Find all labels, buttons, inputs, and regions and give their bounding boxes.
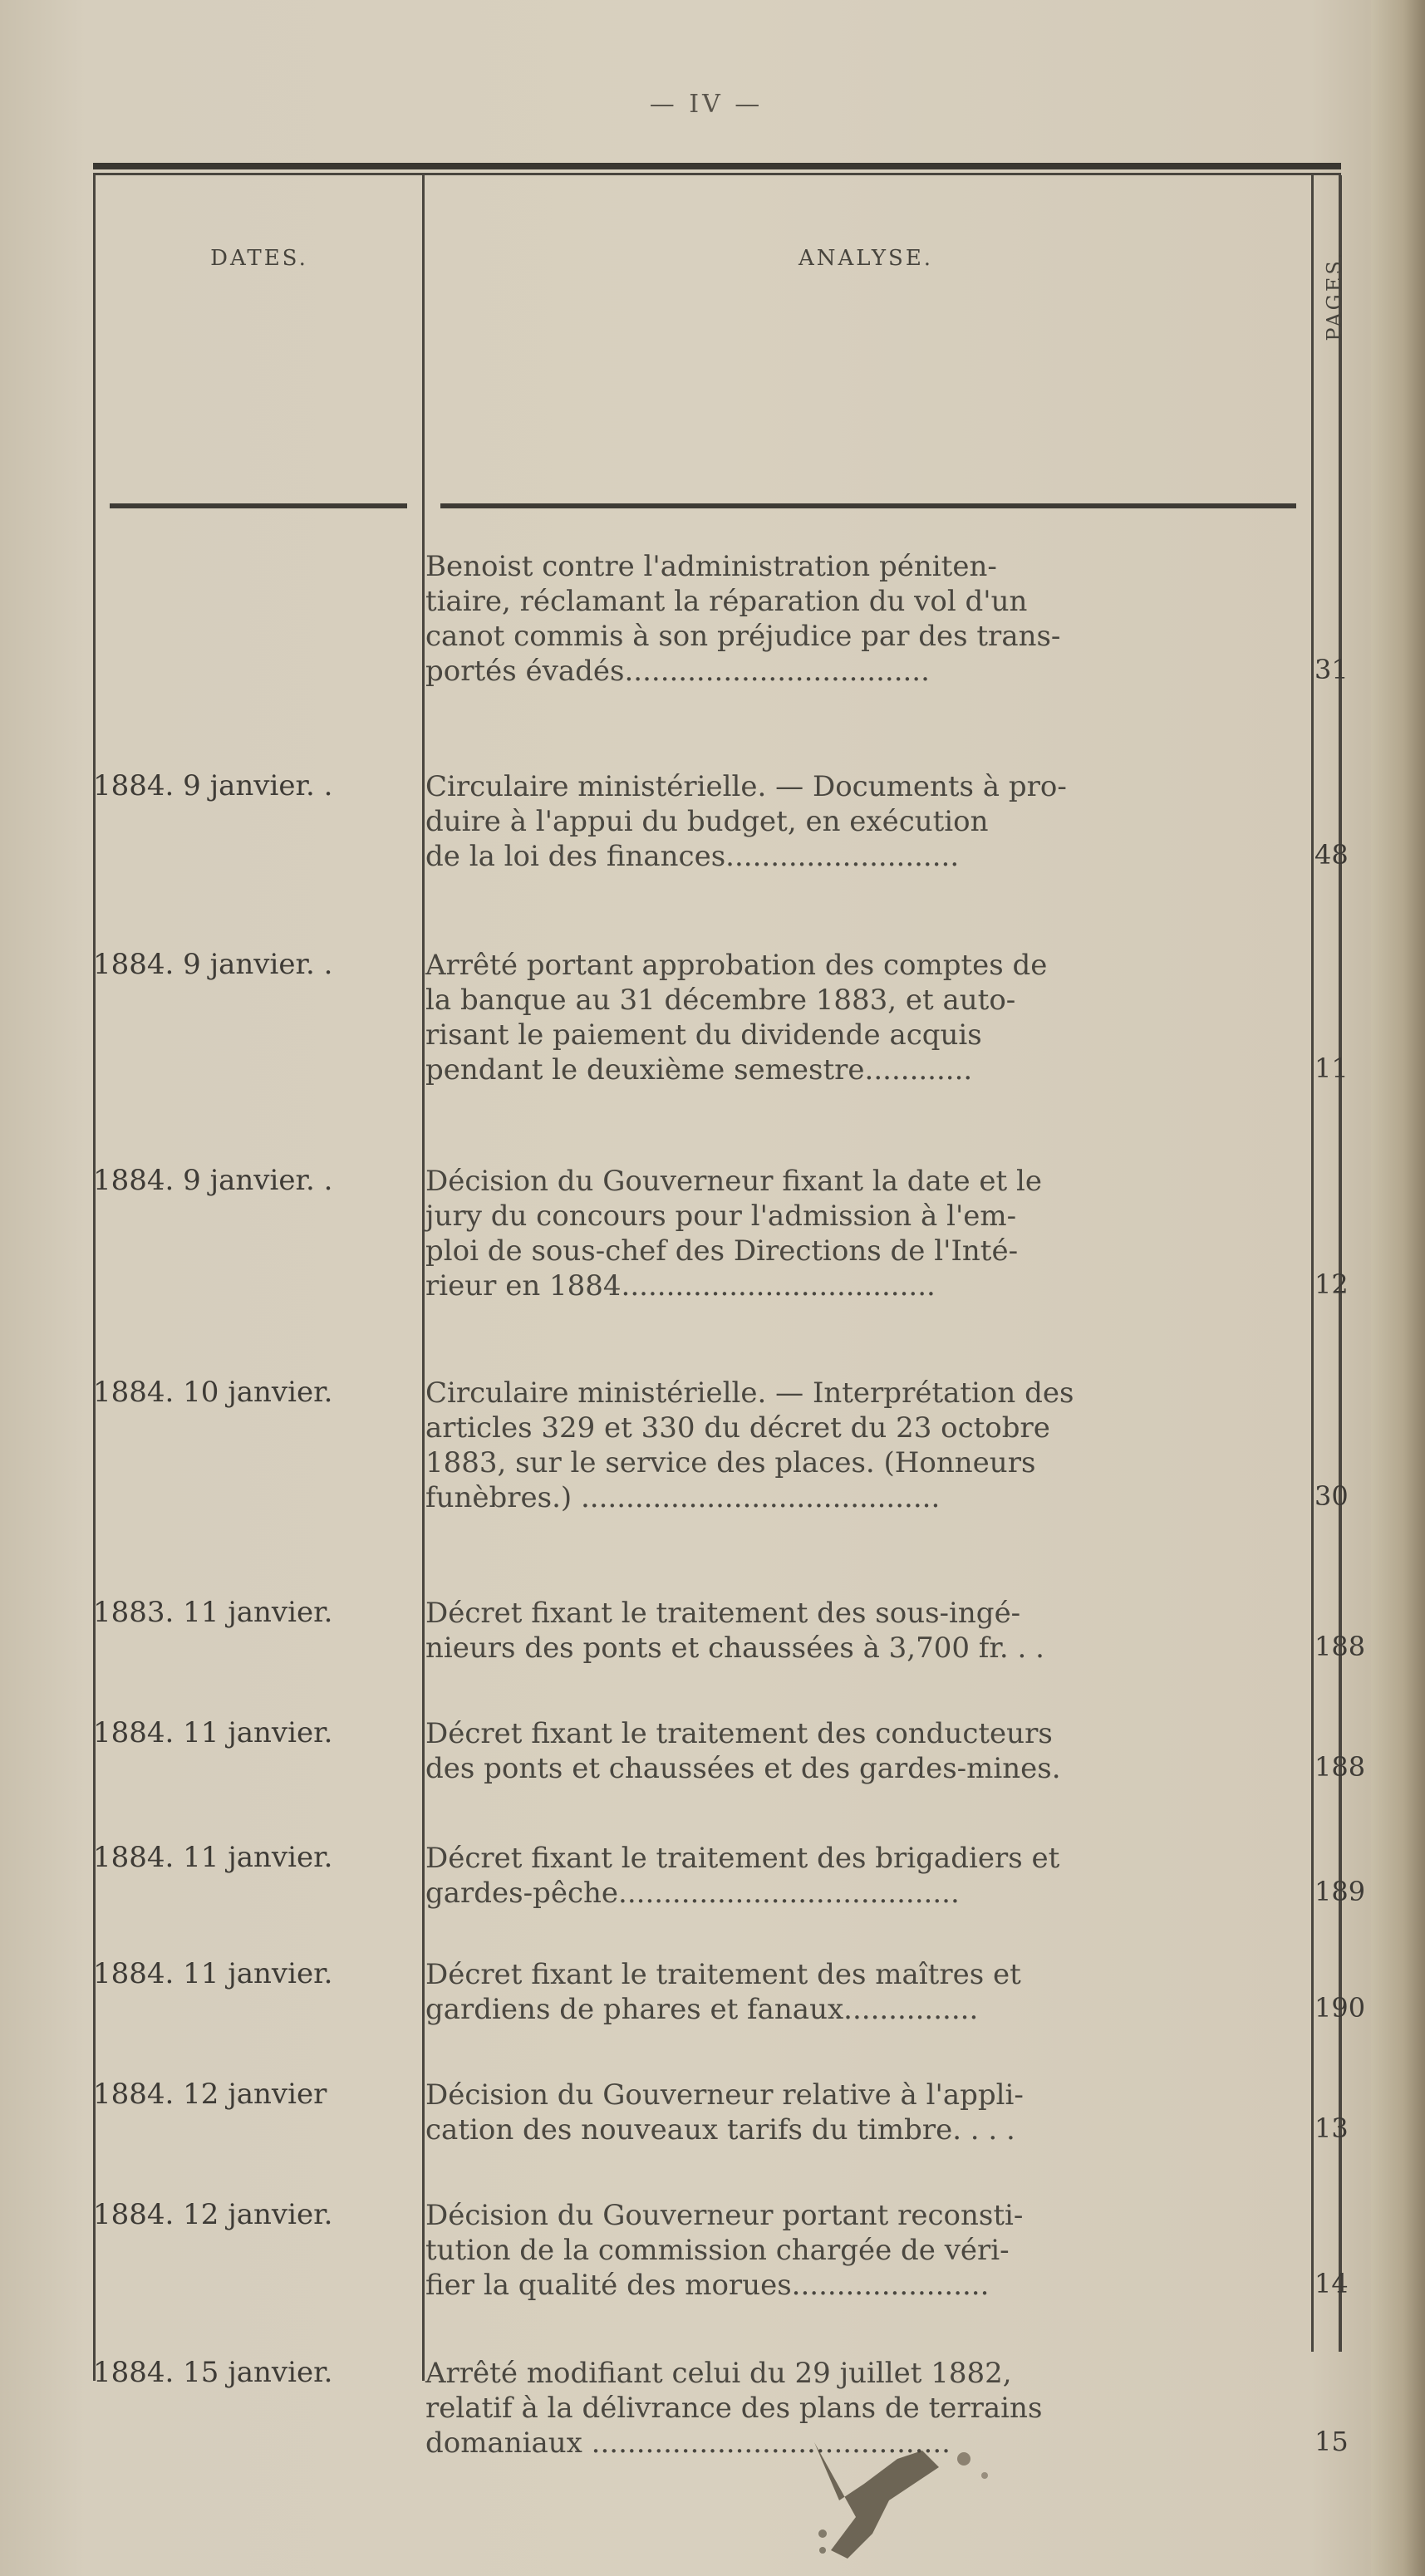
- analysis-line: risant le paiement du dividende acquis: [425, 1018, 982, 1052]
- entry-analysis: [425, 549, 1310, 689]
- entry-page-ref: 11: [1314, 1052, 1349, 1084]
- analysis-line: Circulaire ministérielle. — Documents à pro-: [425, 770, 1067, 803]
- entry-page-ref: 48: [1314, 839, 1349, 871]
- analysis-line: la banque au 31 décembre 1883, et auto-: [425, 984, 1016, 1017]
- top-rule: [93, 163, 1341, 169]
- header-rule-dates: [110, 503, 407, 508]
- entry-analysis: [425, 1841, 1310, 1911]
- page-number: — IV —: [649, 90, 764, 119]
- entry-date: 1884. 11 janvier.: [93, 1716, 333, 1749]
- analysis-line: gardes-pêche......................................: [425, 1877, 960, 1910]
- entry-analysis: [425, 2078, 1310, 2147]
- entry-date: 1884. 11 janvier.: [93, 1841, 333, 1874]
- entry-page-ref: 14: [1314, 2268, 1349, 2299]
- analysis-line: nieurs des ponts et chaussées à 3,700 fr. . .: [425, 1631, 1044, 1665]
- entry-analysis: [425, 1596, 1310, 1666]
- index-table: [93, 163, 1366, 2460]
- analysis-line: rieur en 1884...................................: [425, 1269, 936, 1303]
- column-divider-dates: [422, 175, 425, 2381]
- analysis-line: Décision du Gouverneur fixant la date et le: [425, 1165, 1043, 1198]
- analysis-line: Arrêté portant approbation des comptes de: [425, 949, 1048, 982]
- right-border: [1339, 175, 1342, 2352]
- analysis-line: ploi de sous-chef des Directions de l'Inté-: [425, 1234, 1019, 1268]
- analysis-line: Décret fixant le traitement des maîtres et: [425, 1958, 1021, 1991]
- analysis-line: des ponts et chaussées et des gardes-mines.: [425, 1752, 1061, 1785]
- entry-page-ref: 188: [1314, 1751, 1366, 1783]
- entry-date: 1883. 11 janvier.: [93, 1596, 333, 1629]
- entry-analysis: [425, 1716, 1310, 1786]
- analysis-line: Circulaire ministérielle. — Interprétation des: [425, 1376, 1074, 1410]
- analysis-line: cation des nouveaux tarifs du timbre. . . .: [425, 2113, 1015, 2147]
- entry-date: 1884. 12 janvier: [93, 2078, 327, 2111]
- entry-page-ref: 190: [1314, 1992, 1366, 2024]
- analysis-line: Décret fixant le traitement des sous-ingé-: [425, 1597, 1021, 1630]
- analysis-line: duire à l'appui du budget, en exécution: [425, 805, 989, 838]
- analysis-line: pendant le deuxième semestre............: [425, 1053, 973, 1087]
- entry-analysis: [425, 1164, 1310, 1303]
- entry-page-ref: 15: [1314, 2426, 1349, 2457]
- entry-page-ref: 31: [1314, 654, 1349, 685]
- entry-date: 1884. 10 janvier.: [93, 1376, 333, 1409]
- analysis-line: de la loi des finances..........................: [425, 840, 960, 873]
- top-rule-thin: [93, 173, 1341, 175]
- analysis-line: jury du concours pour l'admission à l'em-: [425, 1200, 1017, 1233]
- analysis-line: canot commis à son préjudice par des trans-: [425, 620, 1061, 653]
- analysis-line: tiaire, réclamant la réparation du vol d'un: [425, 585, 1028, 618]
- entry-page-ref: 12: [1314, 1268, 1349, 1300]
- analysis-line: Décision du Gouverneur portant reconsti-: [425, 2199, 1024, 2232]
- left-border: [93, 175, 96, 2381]
- entry-analysis: [425, 1957, 1310, 2027]
- analysis-line: Décret fixant le traitement des conducteurs: [425, 1717, 1053, 1750]
- analysis-line: 1883, sur le service des places. (Honneurs: [425, 1446, 1036, 1479]
- entry-page-ref: 30: [1314, 1480, 1349, 1512]
- analysis-line: funèbres.) ........................................: [425, 1481, 941, 1514]
- analysis-line: Décision du Gouverneur relative à l'appli-: [425, 2078, 1024, 2112]
- entry-date: 1884. 11 janvier.: [93, 1957, 333, 1990]
- analysis-line: portés évadés..................................: [425, 655, 930, 688]
- entry-page-ref: 188: [1314, 1631, 1366, 1662]
- analysis-line: Benoist contre l'administration péniten-: [425, 550, 997, 583]
- entry-date: 1884. 9 janvier. .: [93, 769, 333, 802]
- entry-analysis: [425, 769, 1310, 874]
- header-pages-label: PAGES.: [1323, 250, 1346, 341]
- entry-analysis: [425, 948, 1310, 1087]
- analysis-line: Arrêté modifiant celui du 29 juillet 1882,: [425, 2357, 1012, 2390]
- entry-date: 1884. 15 janvier.: [93, 2356, 333, 2389]
- ink-stain: [806, 2434, 1005, 2567]
- analysis-line: articles 329 et 330 du décret du 23 octobre: [425, 1411, 1050, 1445]
- header-analysis: ANALYSE.: [798, 246, 934, 271]
- analysis-line: domaniaux ........................................: [425, 2426, 951, 2460]
- entry-page-ref: 189: [1314, 1876, 1366, 1907]
- analysis-line: gardiens de phares et fanaux...............: [425, 1993, 979, 2026]
- entry-date: 1884. 12 janvier.: [93, 2198, 333, 2231]
- entry-page-ref: 13: [1314, 2112, 1349, 2144]
- header-rule-analysis: [440, 503, 1296, 508]
- entry-analysis: [425, 2198, 1310, 2303]
- column-divider-pages: [1311, 175, 1314, 2352]
- page-edge: [1371, 0, 1425, 2576]
- analysis-line: fier la qualité des morues......................: [425, 2269, 990, 2302]
- entry-date: 1884. 9 janvier. .: [93, 1164, 333, 1197]
- analysis-line: tution de la commission chargée de véri-: [425, 2234, 1010, 2267]
- header-pages: [1318, 213, 1351, 379]
- entry-analysis: [425, 1376, 1310, 1515]
- analysis-line: Décret fixant le traitement des brigadiers et: [425, 1842, 1060, 1875]
- entry-date: 1884. 9 janvier. .: [93, 948, 333, 981]
- analysis-line: relatif à la délivrance des plans de terrains: [425, 2392, 1043, 2425]
- header-dates: DATES.: [210, 246, 308, 271]
